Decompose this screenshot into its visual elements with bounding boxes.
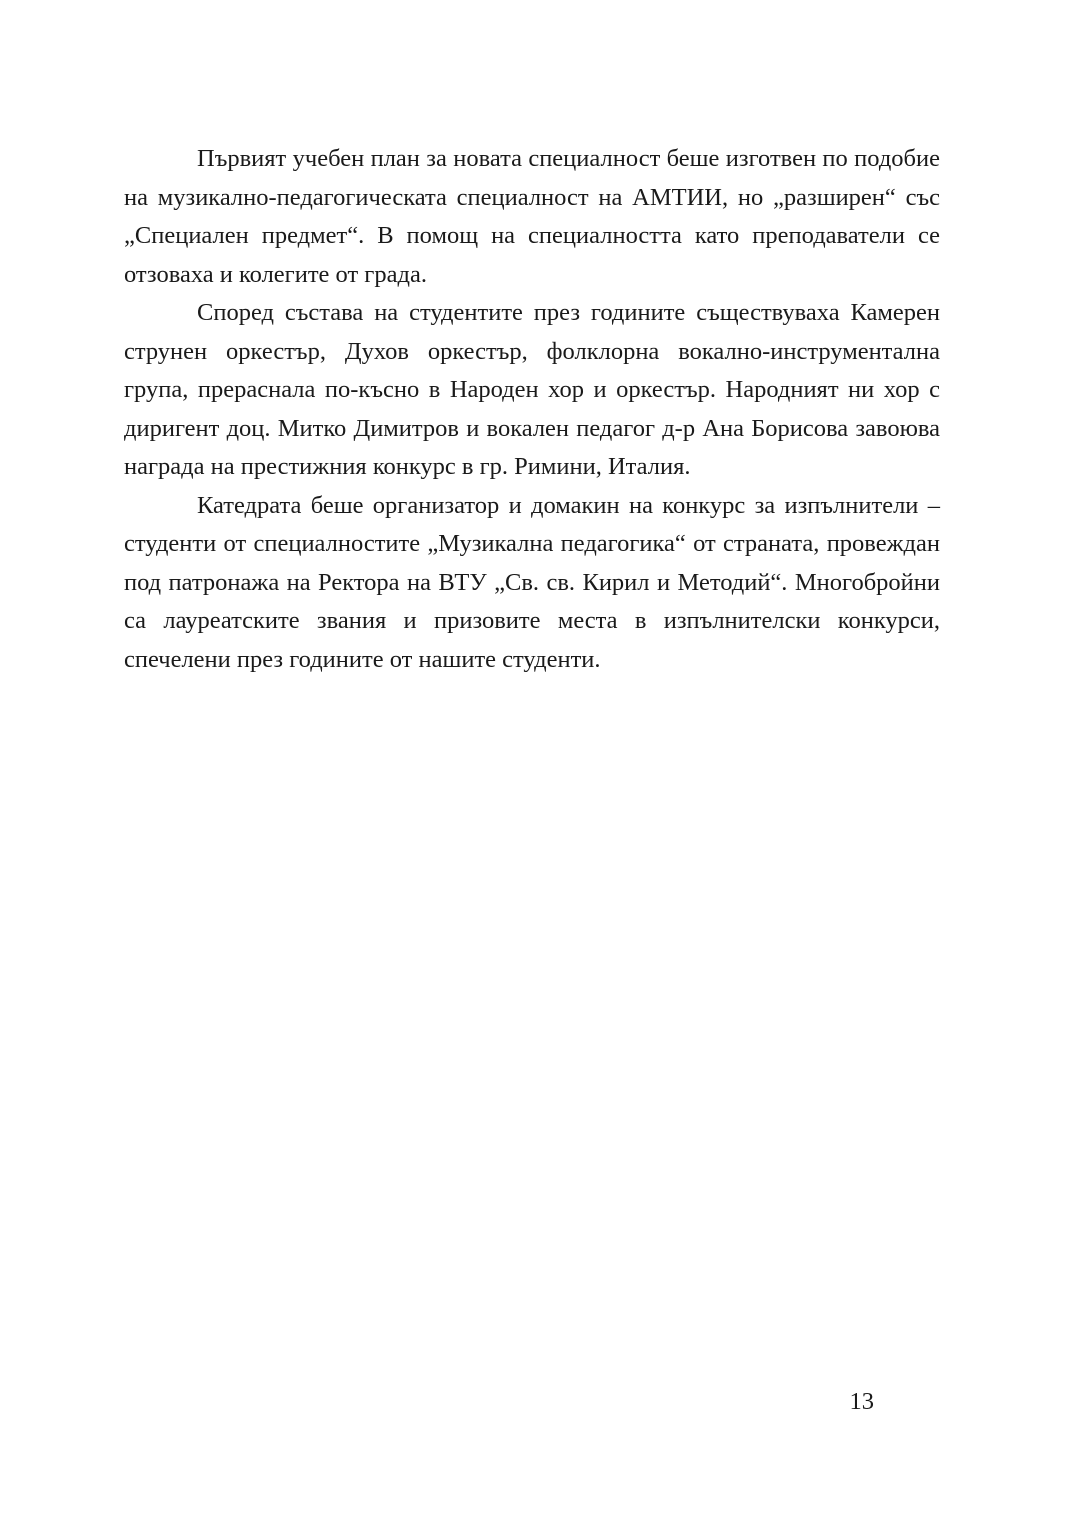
page-number: 13 bbox=[849, 1388, 874, 1415]
paragraph-2: Според състава на студентите през годините съществуваха Камерен струнен оркестър, Духов оркестър, фолклорна вокално-инструментална група, прераснала по-късно в Народен хор и оркестър. Народният ни хор с диригент доц. Митко Димитров и вокален педагог д-р Ана Борисова завоюва награда на престижния конкурс в гр. Римини, Италия. bbox=[124, 299, 940, 480]
paragraph-3: Катедрата беше организатор и домакин на конкурс за изпълнители – студенти от специалностите „Музикална педагогика“ от страната, провеждан под патронажа на Ректора на ВТУ „Св. св. Кирил и Методий“. Многобройни са лауреатските звания и призовите места в изпълнителски конкурси, спечелени през годините от нашите студенти. bbox=[124, 491, 940, 673]
body-text bbox=[124, 140, 940, 679]
paragraph-1: Първият учебен план за новата специалност беше изготвен по подобие на музикално-педагогическата специалност на АМТИИ, но „разширен“ със „Специален предмет“. В помощ на специалността като преподаватели се отзоваха и колегите от града. bbox=[124, 145, 940, 288]
